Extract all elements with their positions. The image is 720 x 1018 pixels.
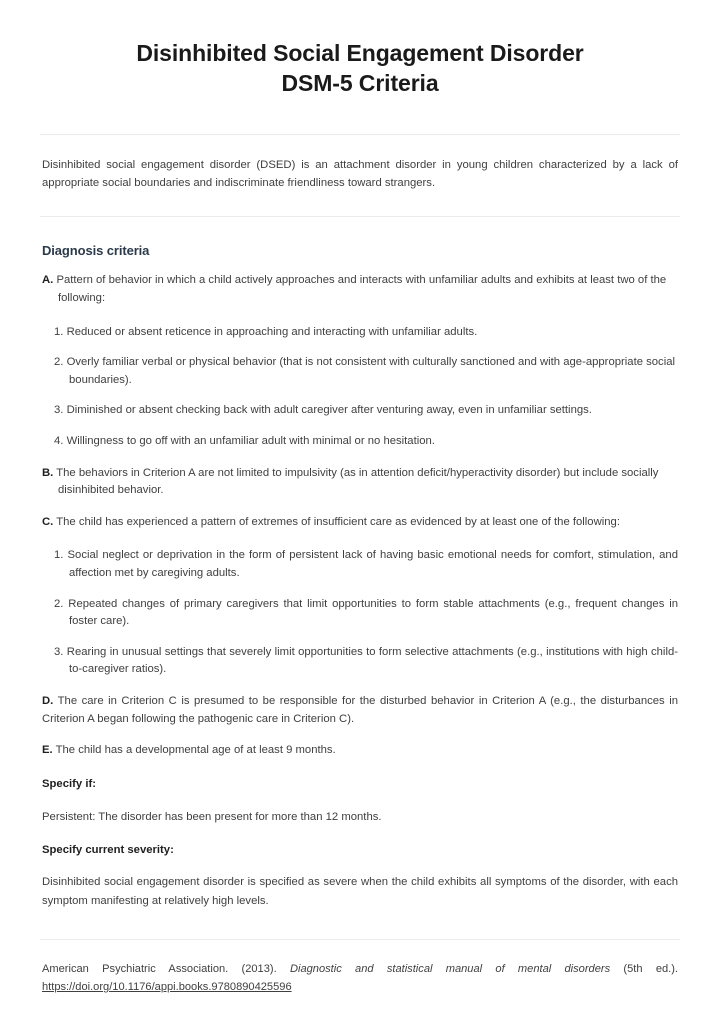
list-item-text: Overly familiar verbal or physical behavior (that is not consistent with culturally sanctioned and with age-appropriate social boundaries). <box>66 356 676 386</box>
list-item <box>48 402 678 420</box>
list-item <box>48 354 678 389</box>
criterion-c-list <box>42 547 678 679</box>
criterion-e-text: The child has a developmental age of at least 9 months. <box>55 744 336 757</box>
criterion-d <box>42 693 678 728</box>
divider-footer <box>40 939 680 940</box>
list-item-text: Reduced or absent reticence in approaching and interacting with unfamiliar adults. <box>66 325 478 338</box>
specify-severity-label: Specify current severity: <box>42 843 174 856</box>
list-item-number: 1. <box>54 549 64 562</box>
criterion-a-list <box>42 324 678 451</box>
citation-edition: (5th ed.). <box>610 963 679 975</box>
section-heading-diagnosis-criteria: Diagnosis criteria <box>42 243 150 259</box>
list-item-text: Willingness to go off with an unfamiliar adult with minimal or no hesitation. <box>66 434 435 447</box>
citation <box>42 961 678 997</box>
criterion-b <box>42 465 678 500</box>
criterion-b-text: The behaviors in Criterion A are not limited to impulsivity (as in attention deficit/hyperactivity disorder) but include socially disinhibited behavior. <box>56 466 659 497</box>
document-body <box>0 156 720 193</box>
list-item-number: 2. <box>54 356 64 369</box>
list-item-text: Repeated changes of primary caregivers that limit opportunities to form stable attachments (e.g., frequent changes in foster care). <box>68 597 678 628</box>
criterion-e <box>42 742 678 760</box>
document-footer <box>0 961 720 997</box>
list-item <box>48 433 678 451</box>
citation-title: Diagnostic and statistical manual of mental disorders <box>289 963 611 975</box>
list-item <box>48 324 678 342</box>
specify-if-text: Persistent: The disorder has been present for more than 12 months. <box>42 810 382 823</box>
list-item <box>48 547 678 582</box>
criteria-body <box>0 243 720 910</box>
criterion-c <box>42 514 678 532</box>
specify-severity-text: Disinhibited social engagement disorder is specified as severe when the child exhibits all symptoms of the disorder, with each symptom manifesting at relatively high levels. <box>42 876 678 907</box>
divider-top <box>40 134 680 135</box>
divider-intro <box>40 216 680 217</box>
citation-author-year: American Psychiatric Association. (2013). <box>42 963 290 975</box>
list-item-number: 2. <box>54 597 64 610</box>
citation-doi-link[interactable]: https://doi.org/10.1176/appi.books.9780890425596 <box>42 980 292 993</box>
specify-if-label: Specify if: <box>42 777 96 790</box>
list-item-text: Rearing in unusual settings that severely limit opportunities to form selective attachments (e.g., institutions with high child-to-caregiver ratios). <box>66 645 678 676</box>
list-item-number: 1. <box>54 325 64 338</box>
criterion-d-text: The care in Criterion C is presumed to be responsible for the disturbed behavior in Criterion A (e.g., the disturbances in Criterion A began following the pathogenic care in Criterion C). <box>42 695 678 725</box>
list-item-text: Social neglect or deprivation in the form of persistent lack of having basic emotional needs for comfort, stimulation, and affection met by caregiving adults. <box>67 549 678 580</box>
criterion-d-label: D. <box>42 695 54 708</box>
list-item-text: Diminished or absent checking back with adult caregiver after venturing away, even in unfamiliar settings. <box>66 404 592 417</box>
criterion-c-text: The child has experienced a pattern of extremes of insufficient care as evidenced by at least one of the following: <box>56 515 620 528</box>
title-line-2: DSM-5 Criteria <box>281 70 439 97</box>
criterion-a-text: Pattern of behavior in which a child actively approaches and interacts with unfamiliar adults and exhibits at least two of the following: <box>56 274 667 304</box>
list-item-number: 4. <box>54 434 64 447</box>
list-item <box>48 596 678 631</box>
criterion-e-label: E. <box>42 744 53 757</box>
criterion-a <box>42 272 678 307</box>
criterion-b-label: B. <box>42 466 54 479</box>
list-item <box>48 644 678 679</box>
list-item-number: 3. <box>54 645 64 658</box>
list-item-number: 3. <box>54 404 64 417</box>
title-line-1: Disinhibited Social Engagement Disorder <box>136 40 584 66</box>
criterion-a-label: A. <box>42 274 54 287</box>
intro-paragraph: Disinhibited social engagement disorder (DSED) is an attachment disorder in young children characterized by a lack of appropriate social boundaries and indiscriminate friendliness toward strangers. <box>42 158 678 190</box>
document-title <box>0 0 720 99</box>
criterion-c-label: C. <box>42 515 54 528</box>
